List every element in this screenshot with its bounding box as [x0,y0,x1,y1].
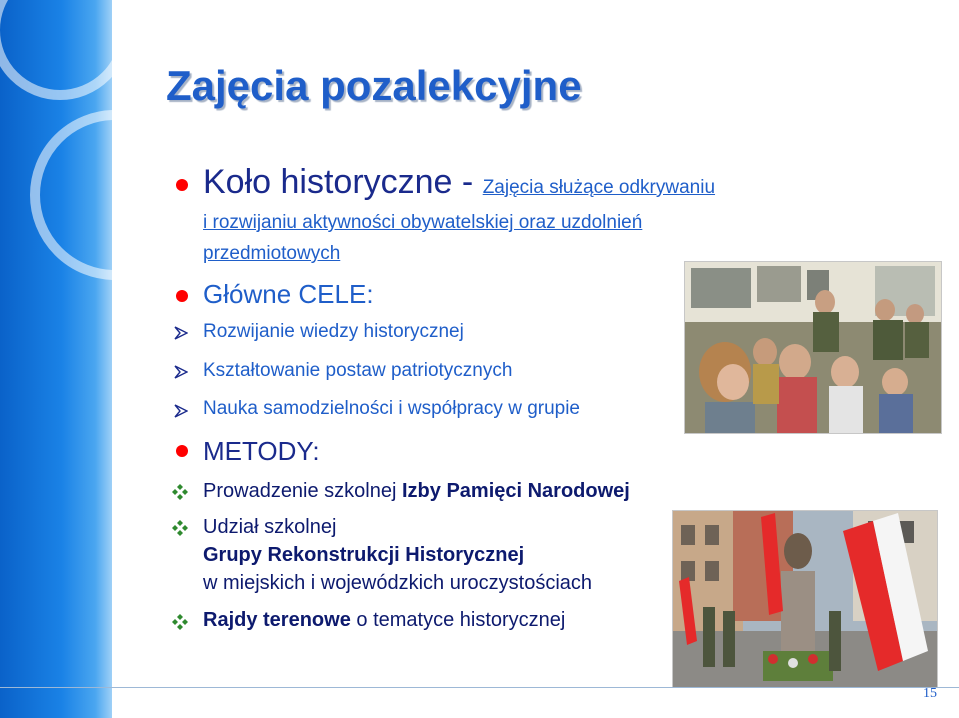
kolo-heading: Koło historyczne [203,163,453,201]
arrow-outline-icon [174,365,188,379]
footer-divider [0,687,959,688]
cele-label-suffix: : [366,279,374,309]
left-decorative-band [0,0,112,718]
kolo-heading-row [203,163,715,202]
metody-item-1-prefix: Prowadzenie szkolnej [203,480,402,502]
kolo-desc-line1: Zajęcia służące odkrywaniu [482,177,716,198]
photo-ceremony-flags-image [673,511,937,687]
red-dot-bullet [176,445,188,457]
arrow-outline-icon [174,326,188,340]
red-dot-bullet [176,179,188,191]
cele-item: Nauka samodzielności i współpracy w grupie [203,398,581,419]
metody-item-3 [203,609,565,632]
kolo-dash: - [452,163,483,201]
four-diamond-icon [172,484,188,500]
cele-item: Rozwijanie wiedzy historycznej [203,321,464,342]
metody-heading: METODY: [203,436,320,466]
metody-item-2-line3: w miejskich i wojewódzkich uroczystościach [203,572,593,594]
metody-item-2-line1: Udział szkolnej [203,516,337,538]
metody-item-1 [203,480,630,503]
four-diamond-icon [172,614,188,630]
arrow-outline-icon [174,404,188,418]
metody-item-3-suffix: o tematyce historycznej [350,609,566,631]
metody-item-2-line2: Grupy Rekonstrukcji Historycznej [203,544,525,566]
photo-museum-children-image [685,262,941,433]
decor-ring [0,0,112,100]
decor-ring [30,110,112,280]
cele-label-prefix: Główne [203,279,299,309]
page-number: 15 [923,686,937,701]
slide-title: Zajęcia pozalekcyjne [166,62,582,109]
photo-museum-children [684,261,942,434]
cele-heading [203,279,374,310]
photo-ceremony-flags [672,510,938,688]
kolo-desc-line3: przedmiotowych [203,243,341,264]
metody-item-1-bold: Izby Pamięci Narodowej [402,480,630,502]
cele-item: Kształtowanie postaw patriotycznych [203,360,513,381]
red-dot-bullet [176,290,188,302]
four-diamond-icon [172,520,188,536]
cele-label-caps: CELE [298,279,367,309]
kolo-desc-line2: i rozwijaniu aktywności obywatelskiej oraz uzdolnień [203,212,643,233]
metody-item-3-bold: Rajdy terenowe [203,609,351,631]
